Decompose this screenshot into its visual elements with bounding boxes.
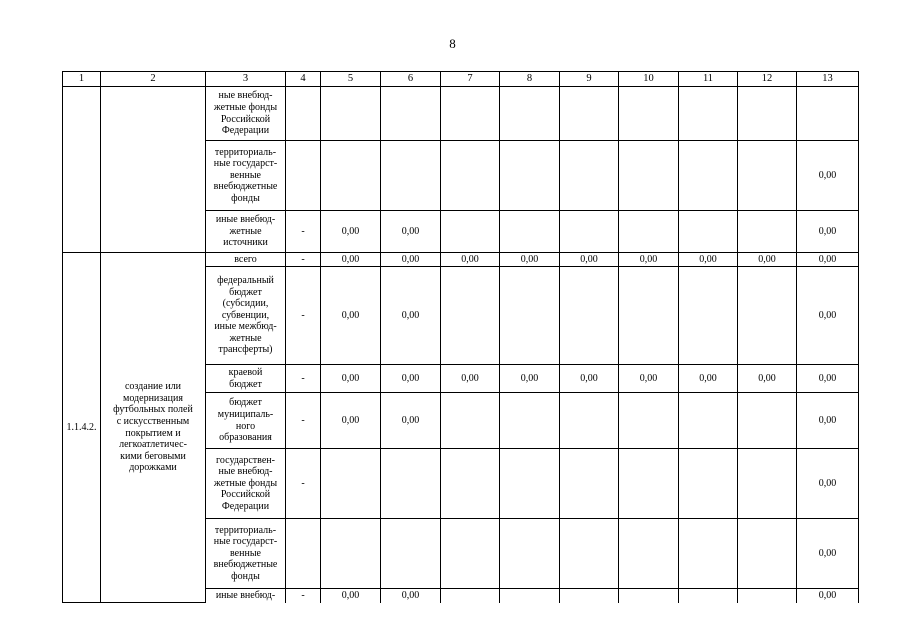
value-cell [441, 141, 500, 211]
column-header: 5 [321, 72, 381, 87]
funding-source: государствен- ные внебюд- жетные фонды Российской Федерации [206, 449, 286, 519]
value-cell [500, 141, 560, 211]
value-cell: 0,00 [738, 365, 797, 393]
column-header: 11 [679, 72, 738, 87]
value-cell: 0,00 [321, 365, 381, 393]
value-cell [679, 87, 738, 141]
value-cell: 0,00 [797, 211, 859, 253]
value-cell [381, 519, 441, 589]
value-cell: 0,00 [797, 141, 859, 211]
value-cell: 0,00 [797, 519, 859, 589]
value-cell: - [286, 393, 321, 449]
value-cell [560, 87, 619, 141]
value-cell [560, 267, 619, 365]
item-code-cell [63, 87, 101, 253]
page-number: 8 [449, 36, 456, 51]
value-cell [441, 589, 500, 603]
value-cell [500, 267, 560, 365]
value-cell: - [286, 211, 321, 253]
value-cell [797, 87, 859, 141]
column-header: 4 [286, 72, 321, 87]
value-cell [286, 87, 321, 141]
table-row [63, 253, 859, 267]
value-cell [441, 519, 500, 589]
value-cell [321, 519, 381, 589]
value-cell [321, 87, 381, 141]
value-cell [679, 267, 738, 365]
value-cell [321, 449, 381, 519]
column-header: 7 [441, 72, 500, 87]
funding-source: федеральный бюджет (субсидии, субвенции, иные межбюд- жетные трансферты) [206, 267, 286, 365]
value-cell: 0,00 [381, 393, 441, 449]
value-cell [738, 589, 797, 603]
value-cell: 0,00 [381, 267, 441, 365]
value-cell [619, 87, 679, 141]
value-cell [738, 141, 797, 211]
value-cell: 0,00 [441, 365, 500, 393]
value-cell: 0,00 [381, 211, 441, 253]
value-cell: 0,00 [321, 253, 381, 267]
value-cell [441, 87, 500, 141]
column-header: 12 [738, 72, 797, 87]
value-cell [560, 211, 619, 253]
value-cell [500, 211, 560, 253]
value-cell [500, 449, 560, 519]
column-header: 3 [206, 72, 286, 87]
value-cell [679, 393, 738, 449]
value-cell [619, 393, 679, 449]
column-header: 13 [797, 72, 859, 87]
value-cell [321, 141, 381, 211]
value-cell [679, 449, 738, 519]
funding-source: иные внебюд- [206, 589, 286, 603]
value-cell: - [286, 253, 321, 267]
value-cell [500, 87, 560, 141]
value-cell [738, 449, 797, 519]
value-cell: 0,00 [381, 589, 441, 603]
funding-source: бюджет муниципаль- ного образования [206, 393, 286, 449]
value-cell: - [286, 589, 321, 603]
value-cell [560, 589, 619, 603]
value-cell [619, 519, 679, 589]
value-cell [441, 449, 500, 519]
value-cell: 0,00 [500, 253, 560, 267]
value-cell: 0,00 [619, 253, 679, 267]
value-cell [441, 267, 500, 365]
value-cell [560, 393, 619, 449]
item-description: создание или модернизация футбольных полей с искусственным покрытием и легкоатлетичес- кими беговыми дорожками [101, 253, 206, 603]
funding-source: иные внебюд- жетные источники [206, 211, 286, 253]
value-cell: 0,00 [738, 253, 797, 267]
value-cell [738, 267, 797, 365]
value-cell: 0,00 [321, 393, 381, 449]
funding-source: всего [206, 253, 286, 267]
value-cell: 0,00 [679, 253, 738, 267]
value-cell: 0,00 [560, 253, 619, 267]
continued-rows [63, 87, 859, 253]
value-cell: 0,00 [381, 253, 441, 267]
column-header: 10 [619, 72, 679, 87]
value-cell [560, 519, 619, 589]
value-cell [381, 449, 441, 519]
value-cell: 0,00 [797, 449, 859, 519]
value-cell [738, 87, 797, 141]
column-header: 2 [101, 72, 206, 87]
value-cell [679, 211, 738, 253]
value-cell: - [286, 365, 321, 393]
funding-source: территориаль- ные государст- венные внебюджетные фонды [206, 141, 286, 211]
value-cell: - [286, 267, 321, 365]
value-cell: 0,00 [797, 253, 859, 267]
column-header: 8 [500, 72, 560, 87]
value-cell [500, 589, 560, 603]
value-cell [679, 519, 738, 589]
value-cell [441, 393, 500, 449]
value-cell [286, 519, 321, 589]
value-cell: 0,00 [619, 365, 679, 393]
value-cell: 0,00 [441, 253, 500, 267]
value-cell [441, 211, 500, 253]
value-cell: 0,00 [500, 365, 560, 393]
funding-table [62, 71, 859, 603]
column-header: 9 [560, 72, 619, 87]
section-1-1-4-2 [63, 253, 859, 603]
value-cell [619, 267, 679, 365]
value-cell: 0,00 [797, 393, 859, 449]
value-cell [738, 211, 797, 253]
funding-source: территориаль- ные государст- венные внебюджетные фонды [206, 519, 286, 589]
value-cell: 0,00 [321, 267, 381, 365]
value-cell [560, 449, 619, 519]
value-cell [738, 393, 797, 449]
value-cell: 0,00 [797, 589, 859, 603]
header-row [63, 72, 859, 87]
value-cell: 0,00 [797, 267, 859, 365]
value-cell: 0,00 [560, 365, 619, 393]
column-header: 6 [381, 72, 441, 87]
value-cell: 0,00 [679, 365, 738, 393]
value-cell: 0,00 [797, 365, 859, 393]
table-row [63, 87, 859, 141]
item-description-cell [101, 87, 206, 253]
value-cell [679, 141, 738, 211]
value-cell [619, 589, 679, 603]
value-cell [738, 519, 797, 589]
value-cell: - [286, 449, 321, 519]
value-cell [381, 141, 441, 211]
value-cell [381, 87, 441, 141]
funding-source: краевой бюджет [206, 365, 286, 393]
value-cell [619, 449, 679, 519]
item-code: 1.1.4.2. [63, 253, 101, 603]
value-cell [286, 141, 321, 211]
value-cell: 0,00 [321, 589, 381, 603]
value-cell [679, 589, 738, 603]
value-cell [619, 211, 679, 253]
funding-source: ные внебюд- жетные фонды Российской Федерации [206, 87, 286, 141]
value-cell [619, 141, 679, 211]
value-cell [500, 393, 560, 449]
value-cell: 0,00 [381, 365, 441, 393]
value-cell: 0,00 [321, 211, 381, 253]
value-cell [500, 519, 560, 589]
value-cell [560, 141, 619, 211]
column-header: 1 [63, 72, 101, 87]
